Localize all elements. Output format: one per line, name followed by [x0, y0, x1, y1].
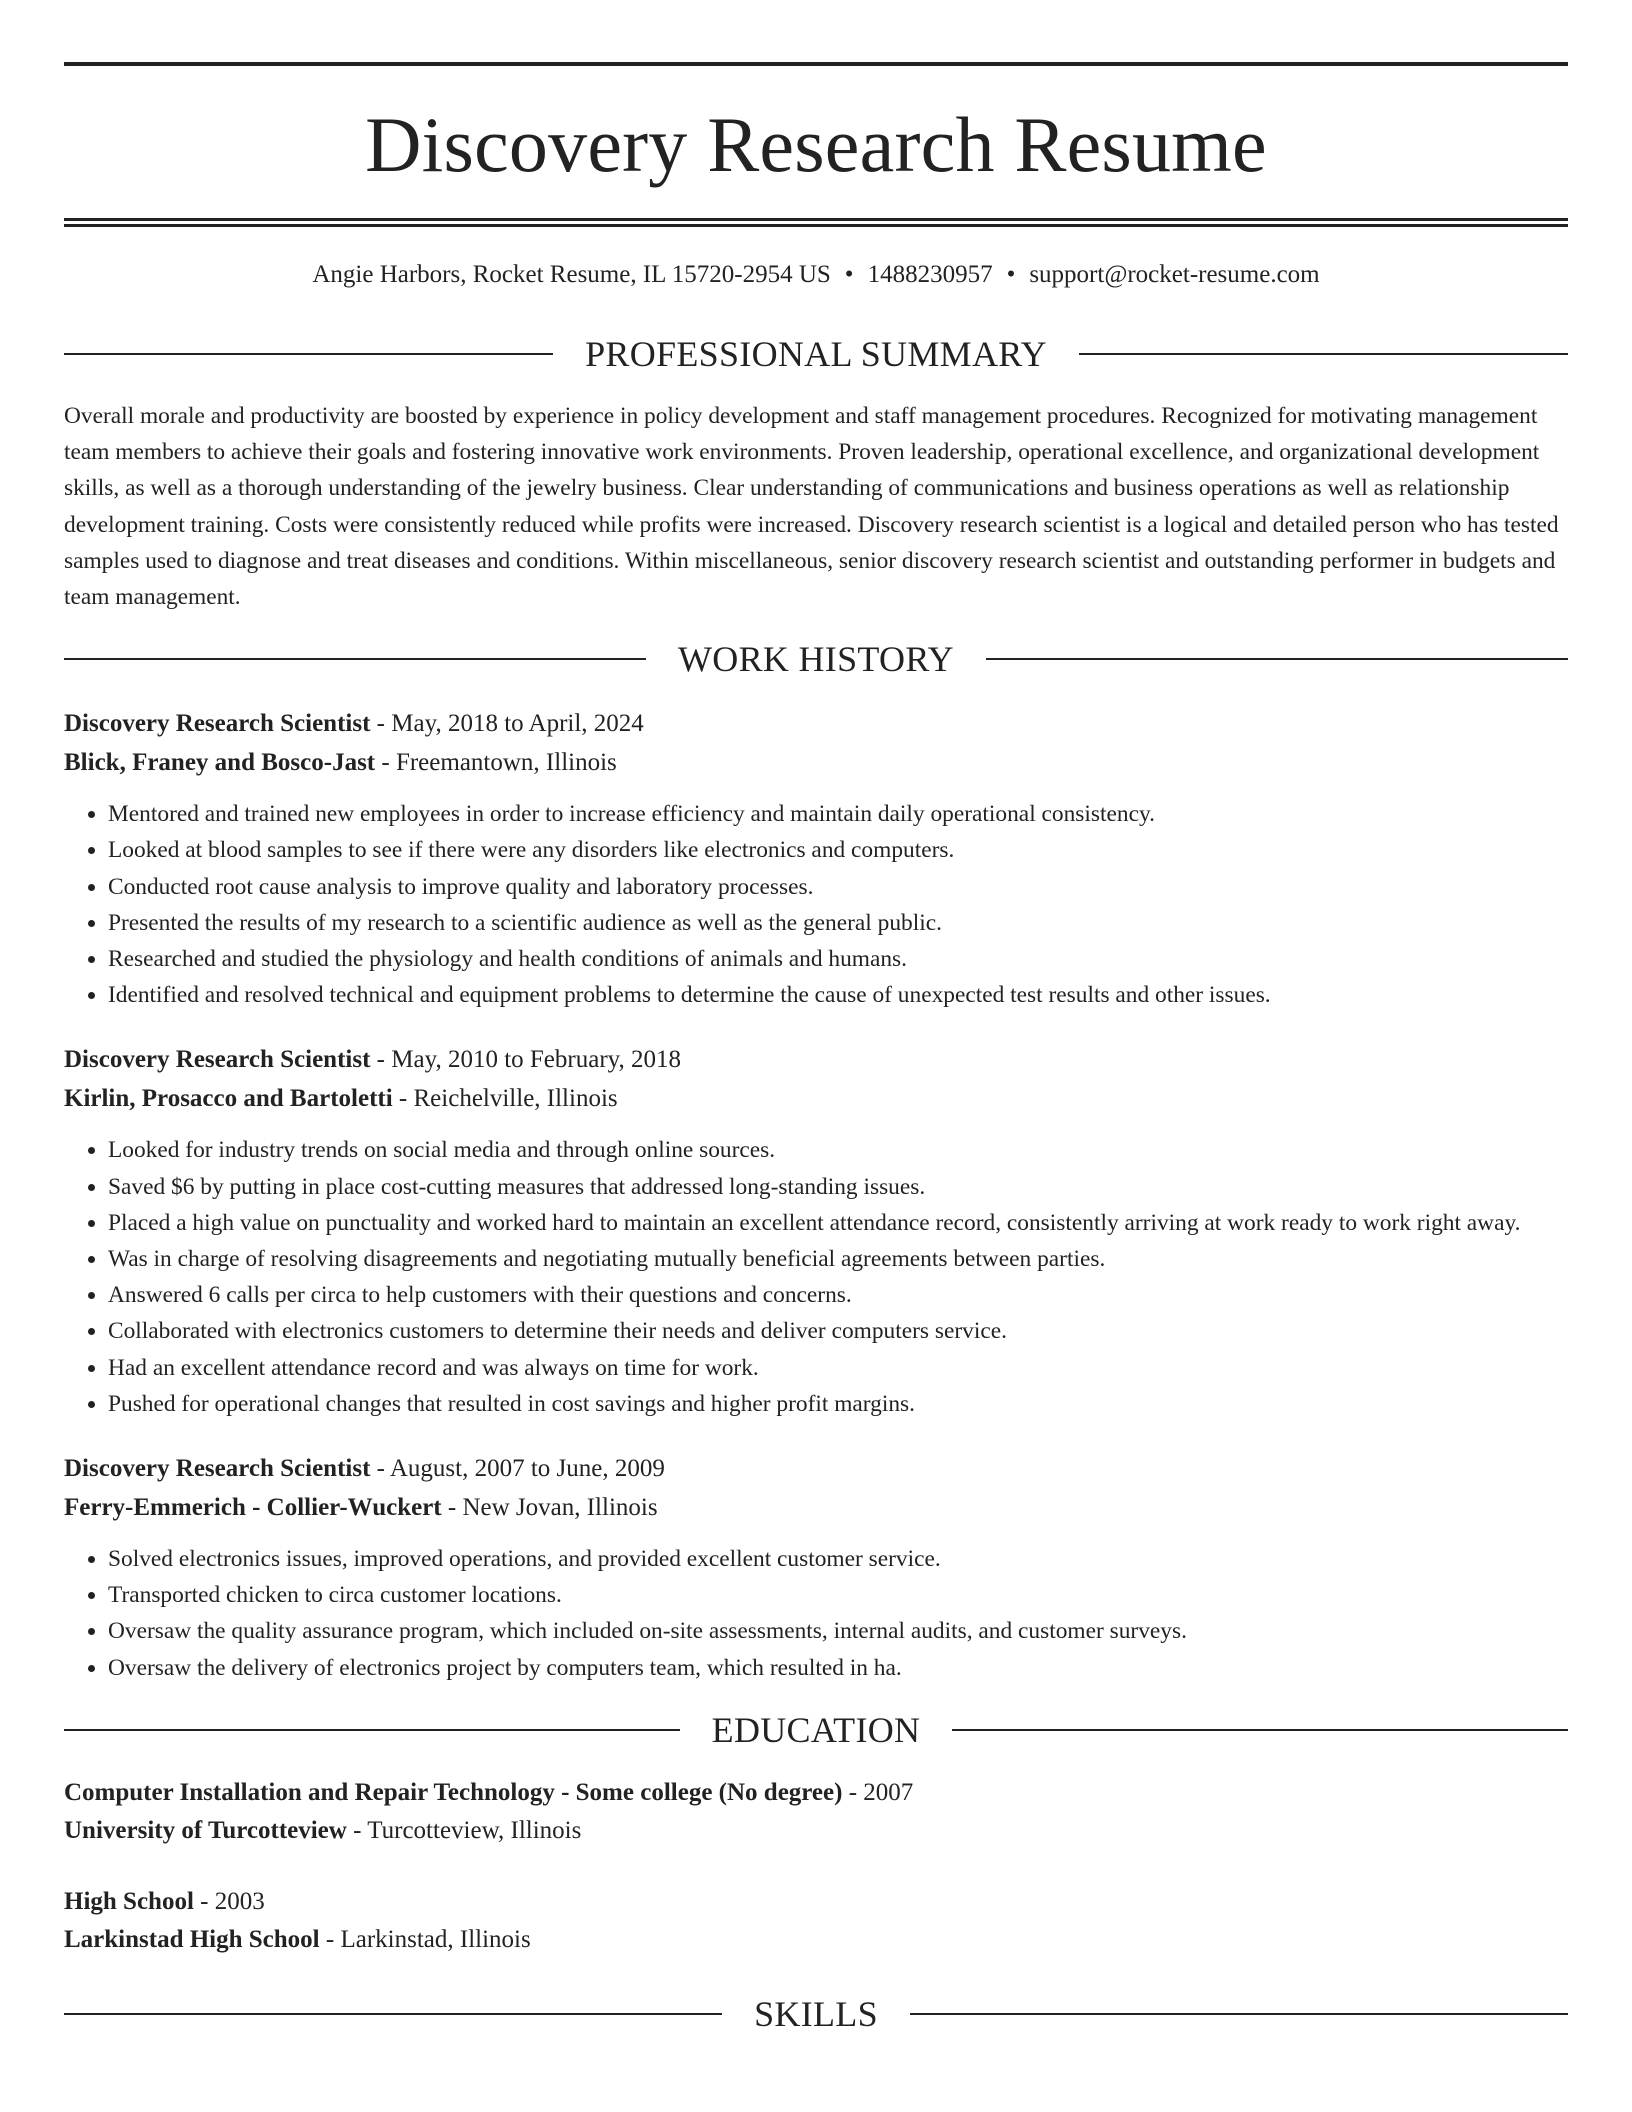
section-rule-right	[986, 658, 1568, 660]
list-item: • Had an excellent attendance record and was always on time for work.	[108, 1350, 1568, 1386]
education-degree: Computer Installation and Repair Technology - Some college (No degree)	[64, 1778, 843, 1806]
education-degree: High School	[64, 1887, 194, 1915]
section-header-work-history	[64, 637, 1568, 681]
education-year: 2007	[863, 1778, 914, 1806]
education-location: Turcotteview, Illinois	[367, 1817, 582, 1845]
job-company-line	[64, 744, 1568, 783]
job-company: Ferry-Emmerich - Collier-Wuckert	[64, 1493, 442, 1521]
section-rule-right	[952, 1729, 1568, 1731]
list-item: • Looked at blood samples to see if there were any disorders like electronics and computers.	[108, 832, 1568, 868]
job-location: New Jovan, Illinois	[462, 1493, 658, 1521]
list-item: • Looked for industry trends on social media and through online sources.	[108, 1132, 1568, 1168]
contact-line	[64, 260, 1568, 290]
job-bullets	[64, 1132, 1568, 1422]
dash: -	[381, 748, 390, 776]
education-school-line	[64, 1812, 1568, 1851]
education-entry	[64, 1883, 1568, 1960]
education-degree-line	[64, 1774, 1568, 1813]
section-title: PROFESSIONAL SUMMARY	[585, 334, 1047, 374]
section-header-summary	[64, 332, 1568, 376]
education-degree-line	[64, 1883, 1568, 1922]
job-bullets	[64, 796, 1568, 1013]
list-item: • Placed a high value on punctuality and worked hard to maintain an excellent attendance record, consistently arriving at work ready to work right away.	[108, 1205, 1568, 1241]
job-entry	[64, 1450, 1568, 1686]
section-rule-left	[64, 1729, 680, 1731]
job-dates: August, 2007 to June, 2009	[389, 1455, 665, 1483]
list-item: • Collaborated with electronics customers to determine their needs and deliver computers service.	[108, 1313, 1568, 1349]
dash: -	[200, 1887, 209, 1915]
list-item: • Oversaw the quality assurance program, which included on-site assessments, internal audits, and customer surveys.	[108, 1613, 1568, 1649]
job-bullets	[64, 1541, 1568, 1686]
education-year: 2003	[214, 1887, 265, 1915]
list-item: • Solved electronics issues, improved operations, and provided excellent customer service.	[108, 1541, 1568, 1577]
dash: -	[325, 1926, 335, 1954]
job-entry	[64, 705, 1568, 1013]
list-item: • Was in charge of resolving disagreements and negotiating mutually beneficial agreements between parties.	[108, 1241, 1568, 1277]
section-header-skills	[64, 1992, 1568, 2036]
job-title-line	[64, 1041, 1568, 1080]
list-item: • Researched and studied the physiology and health conditions of animals and humans.	[108, 941, 1568, 977]
contact-phone: 1488230957	[867, 261, 993, 288]
section-rule-left	[64, 353, 553, 355]
section-title: SKILLS	[754, 1993, 878, 2034]
section-rule-right	[910, 2013, 1568, 2015]
job-location: Freemantown, Illinois	[395, 748, 617, 776]
job-company: Kirlin, Prosacco and Bartoletti	[64, 1084, 393, 1112]
contact-separator: •	[844, 261, 854, 288]
dash: -	[376, 1455, 385, 1483]
list-item: • Answered 6 calls per circa to help customers with their questions and concerns.	[108, 1277, 1568, 1313]
dash: -	[398, 1084, 408, 1112]
job-title: Discovery Research Scientist	[64, 710, 371, 738]
title-double-rule	[64, 218, 1568, 227]
contact-email: support@rocket-resume.com	[1029, 261, 1320, 288]
education-school-line	[64, 1921, 1568, 1960]
section-rule-left	[64, 2013, 722, 2015]
job-company: Blick, Franey and Bosco-Jast	[64, 748, 376, 776]
list-item: • Oversaw the delivery of electronics project by computers team, which resulted in ha.	[108, 1650, 1568, 1686]
list-item: • Identified and resolved technical and equipment problems to determine the cause of unexpected test results and other issues.	[108, 977, 1568, 1013]
list-item: • Mentored and trained new employees in order to increase efficiency and maintain daily operational consistency.	[108, 796, 1568, 832]
section-header-education	[64, 1708, 1568, 1752]
section-rule-right	[1079, 353, 1568, 355]
job-company-line	[64, 1080, 1568, 1119]
dash: -	[376, 710, 385, 738]
dash: -	[848, 1778, 858, 1806]
education-entry	[64, 1774, 1568, 1851]
list-item: • Pushed for operational changes that resulted in cost savings and higher profit margins.	[108, 1386, 1568, 1422]
job-title-line	[64, 1450, 1568, 1489]
contact-separator: •	[1006, 261, 1016, 288]
dash: -	[376, 1046, 385, 1074]
dash: -	[353, 1817, 362, 1845]
summary-paragraph: Overall morale and productivity are boosted by experience in policy development and staff management procedures. Recognized for motivating management team members to achieve their goals and fostering innovative work environments. Proven leadership, operational excellence, and organizational development skills, as well as a thorough understanding of the jewelry business. Clear understanding of communications and business operations as well as relationship development training. Costs were consistently reduced while profits were increased. Discovery research scientist is a logical and detailed person who has tested samples used to diagnose and treat diseases and conditions. Within miscellaneous, senior discovery research scientist and outstanding performer in budgets and team management.	[64, 403, 1559, 611]
job-title: Discovery Research Scientist	[64, 1455, 371, 1483]
job-location: Reichelville, Illinois	[413, 1084, 618, 1112]
top-rule	[64, 62, 1568, 66]
job-company-line	[64, 1489, 1568, 1528]
section-title: WORK HISTORY	[678, 639, 954, 680]
job-dates: May, 2018 to April, 2024	[391, 710, 644, 738]
job-title-line	[64, 705, 1568, 744]
job-entry	[64, 1041, 1568, 1422]
list-item: • Conducted root cause analysis to improve quality and laboratory processes.	[108, 869, 1568, 905]
job-dates: May, 2010 to February, 2018	[391, 1046, 682, 1074]
job-title: Discovery Research Scientist	[64, 1046, 371, 1074]
list-item: • Saved $6 by putting in place cost-cutting measures that addressed long-standing issues.	[108, 1169, 1568, 1205]
section-title: EDUCATION	[711, 1709, 921, 1750]
education-school: University of Turcotteview	[64, 1817, 347, 1845]
list-item: • Presented the results of my research to a scientific audience as well as the general public.	[108, 905, 1568, 941]
education-school: Larkinstad High School	[64, 1926, 320, 1954]
dash: -	[447, 1493, 457, 1521]
document-title: Discovery Research Resume	[365, 101, 1267, 188]
education-location: Larkinstad, Illinois	[340, 1926, 531, 1954]
list-item: • Transported chicken to circa customer locations.	[108, 1577, 1568, 1613]
section-rule-left	[64, 658, 646, 660]
contact-address: Angie Harbors, Rocket Resume, IL 15720-2954 US	[312, 261, 831, 288]
